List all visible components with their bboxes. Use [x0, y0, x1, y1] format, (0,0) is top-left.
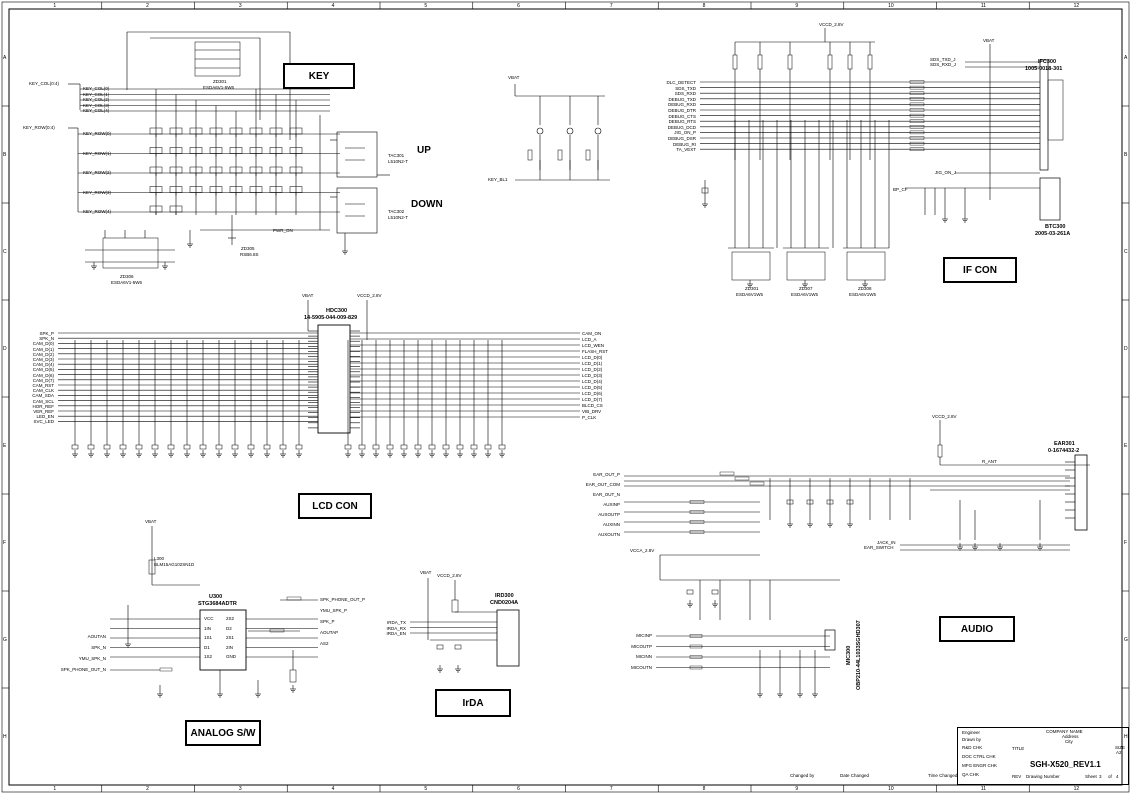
ifc300-ref: IFC300 — [1038, 59, 1057, 65]
grid-column-label: 4 — [331, 3, 335, 9]
lcd-right-net: LCD_D(3) — [582, 373, 603, 378]
grid-column-label: 1 — [53, 3, 57, 9]
if-con-net: TA_VEXT — [676, 147, 696, 153]
lcd-right-net: LCD_D(2) — [582, 367, 603, 372]
net-key-col: KEY_COL(0:4) — [29, 81, 60, 86]
lcd-left-net: CAM_SCL — [32, 398, 54, 404]
lcd-left-net: CAM_D(4) — [32, 362, 54, 368]
grid-column-label: 11 — [980, 786, 987, 792]
sheet-label: Sheet — [1085, 774, 1097, 779]
if-con-net: JIG_ON_P — [674, 130, 696, 136]
drawing-title: SGH-X520_REV1.1 — [1030, 760, 1101, 769]
lcd-right-net: FLASH_RST — [582, 349, 609, 354]
zd307-part: ESDA6V1W5 — [791, 292, 819, 297]
capacitor — [296, 445, 302, 449]
ird300-body — [497, 610, 519, 666]
audio-net: AUXOUTP — [598, 512, 620, 517]
title-block — [957, 727, 1129, 785]
capacitor — [471, 445, 477, 449]
lcd-left-net: CAM_D(6) — [32, 372, 54, 378]
grid-column-label: 12 — [1073, 3, 1080, 9]
lcd-right-net: LCD_D(0) — [582, 355, 603, 360]
section-analog-sw: ANALOG S/W — [185, 720, 261, 746]
capacitor — [373, 445, 379, 449]
company-city: City — [1065, 739, 1073, 744]
zd306-part: ESDA6V1-5W6 — [111, 280, 143, 285]
size-label: SIZE — [1115, 745, 1126, 750]
mic-net: MICINP — [636, 633, 652, 638]
l300-ref: L300 — [154, 556, 165, 561]
inductor — [750, 482, 764, 485]
capacitor — [687, 590, 693, 594]
capacitor — [168, 445, 174, 449]
esd-body — [732, 252, 770, 280]
resistor — [788, 55, 792, 69]
label-up: UP — [417, 145, 431, 156]
resistor — [270, 629, 284, 632]
u300-pin-left: VCC — [204, 616, 214, 621]
mic300-ref: MIC300 — [846, 645, 852, 665]
lcd-left-net: VER_REF — [33, 409, 54, 414]
u300-part: STG3684ADTR — [198, 601, 237, 607]
if-con-net: DEBUG_RI — [672, 141, 696, 147]
capacitor — [401, 445, 407, 449]
grid-row-label: F — [1124, 539, 1128, 546]
lcd-right-net: LCD_D(5) — [582, 385, 603, 390]
net-key-row: KEY_ROW(0:4) — [23, 125, 55, 130]
u300-pin-right: 2IN — [226, 644, 234, 650]
key-row-net: KEY_ROW(4) — [83, 209, 112, 214]
ifc300-body — [1040, 60, 1048, 170]
grid-row-label: G — [3, 636, 7, 643]
capacitor — [136, 445, 142, 449]
zd306-body — [103, 238, 158, 268]
lcd-left-net: CAM_D(0) — [32, 341, 54, 347]
audio-net: AUXINN — [602, 522, 620, 527]
if-con-net: DEBUG_DTR — [668, 108, 696, 113]
net-ear-switch: EAR_SWITCH — [864, 545, 894, 550]
doc-ctrl-chk-label: DOC CTRL CHK — [962, 754, 996, 759]
ifc300-part: 1005-0018-301 — [1025, 66, 1063, 72]
resistor — [868, 55, 872, 69]
vccd-lcd: VCCD_2.8V — [357, 293, 382, 298]
grid-column-label: 1 — [53, 786, 57, 792]
grid-row-label: B — [3, 151, 7, 158]
capacitor — [345, 445, 351, 449]
resistor — [528, 150, 532, 160]
mic300-part: OBP210-44L1033SGHD307 — [856, 620, 862, 690]
grid-row-label: E — [3, 442, 7, 449]
grid-row-label: A — [1124, 54, 1128, 61]
grid-row-label: F — [3, 539, 7, 546]
net-pwr-on: PWR_ON — [273, 228, 293, 233]
capacitor — [200, 445, 206, 449]
lcd-right-net: VIB_DRV — [582, 409, 602, 414]
zd308-ref: ZD308 — [858, 286, 872, 291]
grid-row-label: H — [1124, 733, 1128, 740]
capacitor — [429, 445, 435, 449]
audio-net: EAR_OUT_N — [592, 492, 620, 497]
hdc300-ref: HDC300 — [326, 308, 348, 314]
rd-chk-label: R&D CHK — [962, 745, 983, 750]
capacitor — [485, 445, 491, 449]
analog-left-net: AOUTAN — [87, 634, 106, 639]
if-con-net: DEBUG_RXD — [667, 102, 696, 108]
vccd-audio: VCCD_2.8V — [932, 414, 957, 419]
if-con-net: DEBUG_RTS — [668, 119, 696, 125]
audio-net: AUXOUTN — [597, 532, 620, 537]
label-down: DOWN — [411, 199, 443, 210]
capacitor — [120, 445, 126, 449]
lcd-left-net: SPK_P — [39, 331, 54, 336]
vccd-irda: VCCD_2.8V — [437, 573, 462, 578]
resistor — [758, 55, 762, 69]
zd301-ref: ZD301 — [213, 79, 227, 84]
capacitor — [232, 445, 238, 449]
resistor — [848, 55, 852, 69]
lcd-left-net: CAM_D(7) — [32, 377, 54, 383]
tac301-body — [337, 132, 377, 177]
if-con-top-net: SDS_TXD_J — [930, 57, 956, 62]
vbat-key-bl: VBAT — [508, 75, 520, 80]
capacitor — [264, 445, 270, 449]
resistor — [828, 55, 832, 69]
resistor — [290, 670, 296, 682]
section-irda: IrDA — [435, 689, 511, 717]
grid-row-label: E — [1124, 442, 1128, 449]
zd305-part: RSB6.8S — [240, 252, 259, 257]
resistor — [938, 445, 942, 457]
net-key-bl: KEY_BL1 — [488, 177, 508, 182]
u300-pin-left: D1 — [204, 644, 210, 650]
sheet-number: 3 — [1099, 774, 1102, 779]
analog-left-net: YMU_SPK_N — [78, 656, 106, 661]
drawing-number-label: Drawing Number — [1026, 774, 1060, 779]
if-con-net: DEBUG_DCD — [667, 124, 696, 130]
lcd-right-net: LCD_WEN — [582, 343, 605, 348]
irda-net: IRDA_TX — [386, 620, 406, 625]
revision-row — [786, 771, 957, 783]
section-audio: AUDIO — [939, 616, 1015, 642]
section-key: KEY — [283, 63, 355, 89]
inductor — [720, 472, 734, 475]
grid-row-label: C — [1124, 248, 1128, 255]
grid-column-label: 2 — [146, 3, 149, 9]
zd300-ref: ZD301 — [745, 286, 759, 291]
company-address: Address — [1062, 734, 1079, 739]
tac302-body — [337, 188, 377, 233]
grid-row-label: H — [3, 733, 7, 740]
lcd-left-net: CAM_CLK — [32, 388, 54, 394]
audio-net: AUXINP — [603, 502, 620, 507]
key-row-net: KEY_ROW(1) — [83, 150, 112, 156]
vbat-irda: VBAT — [420, 570, 432, 575]
analog-right-net: SPK_PHONE_OUT_P — [320, 597, 366, 602]
capacitor — [280, 445, 286, 449]
ird300-part: CND0204A — [490, 600, 519, 606]
capacitor — [415, 445, 421, 449]
if-con-net: DLC_DETECT — [666, 80, 696, 85]
led-icon — [595, 128, 601, 134]
audio-net: EAR_OUT_COM — [585, 482, 620, 487]
u300-ref: U300 — [209, 594, 223, 600]
irda-net: IRDA_EN — [386, 631, 406, 636]
grid-row-label: B — [1124, 151, 1128, 158]
zd307-ref: ZD307 — [799, 286, 813, 291]
capacitor — [72, 445, 78, 449]
grid-row-label: D — [3, 345, 7, 352]
mfg-engr-chk-label: MFG ENGR CHK — [962, 763, 998, 768]
lcd-right-net: BLCD_CS — [582, 403, 603, 408]
qa-chk-label: QA CHK — [962, 772, 980, 777]
resistor — [558, 150, 562, 160]
lcd-right-net: CAM_ON — [582, 331, 602, 336]
grid-column-label: 4 — [331, 786, 335, 792]
ird300-ref: IRD300 — [495, 593, 514, 599]
net-r-ant: R_ANT — [982, 459, 997, 464]
zd306-ref: ZD306 — [120, 274, 134, 279]
lcd-right-net: LCD_D(1) — [582, 361, 603, 366]
net-bp-cf: BP_CF — [893, 187, 908, 192]
lcd-left-net: SVC_LED — [33, 419, 54, 425]
capacitor — [387, 445, 393, 449]
led-icon — [537, 128, 543, 134]
btc300-part: 2005-03-261A — [1035, 231, 1071, 237]
engineer-label: Engineer — [962, 730, 981, 735]
lcd-left-net: CAM_SDA — [32, 393, 54, 399]
capacitor — [184, 445, 190, 449]
size-value: A2 — [1116, 750, 1122, 755]
capacitor — [437, 645, 443, 649]
vccd-if: VCCD_2.8V — [819, 22, 844, 27]
ifc300-connector — [1048, 80, 1063, 140]
lcd-right-net: LCD_D(7) — [582, 397, 603, 402]
u300-pin-right: 2S1 — [226, 635, 235, 640]
zd308-part: ESDA6V1W5 — [849, 292, 877, 297]
u300-pin-left: 1IN — [204, 625, 212, 631]
ear301-ref: EAR301 — [1054, 441, 1075, 447]
grid-column-label: 9 — [795, 786, 799, 792]
lcd-left-net: CAM_D(1) — [32, 346, 54, 352]
grid-column-label: 5 — [424, 3, 428, 9]
hdc300-part: 14-5905-044-009-829 — [304, 315, 358, 321]
key-row-net: KEY_ROW(0) — [83, 131, 112, 136]
grid-column-label: 8 — [702, 3, 706, 9]
vcca-audio: VCCA_2.8V — [630, 548, 655, 553]
grid-column-label: 11 — [980, 3, 987, 9]
capacitor — [104, 445, 110, 449]
grid-column-label: 7 — [609, 3, 613, 9]
capacitor — [152, 445, 158, 449]
rev-label: REV — [1012, 774, 1022, 779]
analog-left-net: SPK_N — [91, 645, 106, 650]
grid-column-label: 6 — [517, 786, 520, 792]
key-col-net: KEY_COL(2) — [83, 97, 110, 102]
sheet-total: 4 — [1116, 774, 1119, 779]
resistor — [287, 597, 301, 600]
analog-right-net: AS2 — [320, 641, 329, 646]
analog-right-net: AOUTAP — [320, 630, 339, 635]
lcd-right-net: P_CLK — [582, 415, 597, 420]
title-label: TITLE — [1012, 746, 1025, 751]
irda-net: IRDA_RX — [386, 625, 406, 631]
grid-column-label: 10 — [888, 786, 894, 792]
analog-right-net: SPK_P — [320, 619, 335, 624]
u300-pin-right: GND — [226, 654, 236, 659]
capacitor — [712, 590, 718, 594]
esd-body — [847, 252, 885, 280]
esd-body — [787, 252, 825, 280]
ear301-part: 0-1674432-2 — [1048, 448, 1080, 454]
company-name: COMPANY NAME — [1046, 729, 1083, 734]
of-label: of — [1108, 774, 1112, 779]
analog-left-net: SPK_PHONE_OUT_N — [60, 667, 106, 672]
grid-column-label: 5 — [424, 786, 428, 792]
grid-column-label: 3 — [238, 786, 242, 792]
grid-column-label: 7 — [609, 786, 613, 792]
lcd-left-net: SPK_N — [39, 336, 54, 342]
key-row-net: KEY_ROW(2) — [83, 170, 112, 175]
drawn-by-label: Drawn by — [962, 737, 982, 742]
grid-column-label: 2 — [146, 786, 149, 792]
grid-column-label: 8 — [702, 786, 706, 792]
changed-by-label: Changed by — [790, 773, 815, 778]
capacitor — [499, 445, 505, 449]
grid-row-label: A — [3, 54, 7, 61]
grid-row-label: C — [3, 248, 7, 255]
zd301-part: ESDA6V1-5W6 — [203, 85, 235, 90]
key-col-net: KEY_COL(0) — [83, 86, 110, 91]
btc300-body — [1040, 178, 1060, 220]
resistor — [452, 600, 458, 612]
resistor — [733, 55, 737, 69]
grid-column-label: 12 — [1073, 786, 1080, 792]
lcd-left-net: CAM_RST — [32, 383, 54, 388]
led-icon — [567, 128, 573, 134]
u300-pin-right: 2S2 — [226, 616, 235, 621]
time-changed-label: Time Changed — [928, 773, 958, 778]
key-col-net: KEY_COL(4) — [83, 108, 110, 113]
lcd-left-net: HOR_REF — [32, 403, 54, 409]
section-lcd-con: LCD CON — [298, 493, 372, 519]
lcd-left-net: CAM_D(3) — [32, 357, 54, 362]
resistor — [160, 668, 172, 671]
if-con-top-net: SDS_RXD_J — [930, 62, 957, 67]
inductor — [735, 477, 749, 480]
key-row-net: KEY_ROW(3) — [83, 189, 112, 195]
u300-pin-right: D2 — [226, 625, 232, 631]
grid-column-label: 10 — [888, 3, 894, 9]
section-if-con: IF CON — [943, 257, 1017, 283]
if-con-net: DEBUG_TXD — [668, 96, 696, 102]
net-jig-on-j: JIG_ON_J — [935, 170, 957, 175]
l300-part: BLM15AG102SN1D — [154, 562, 195, 567]
grid-row-label: D — [1124, 345, 1128, 352]
vbat-if: VBAT — [983, 38, 995, 43]
mic-net: MICINN — [636, 654, 652, 659]
capacitor — [455, 645, 461, 649]
ear301-body — [1075, 455, 1087, 530]
btc300-ref: BTC300 — [1045, 224, 1066, 230]
audio-net: EAR_OUT_P — [593, 472, 620, 477]
tac301-part: L510N2-T — [388, 159, 409, 164]
lcd-right-net: LCD_A — [582, 337, 597, 342]
date-changed-label: Date Changed — [840, 773, 870, 778]
vbat-lcd: VBAT — [302, 293, 314, 298]
tac302-part: L510N2-T — [388, 215, 409, 220]
capacitor — [248, 445, 254, 449]
mic-net: MICOUTN — [631, 664, 652, 670]
capacitor — [216, 445, 222, 449]
grid-row-label: G — [1124, 636, 1128, 643]
hdc300-body — [318, 325, 350, 433]
u300-pin-left: 1S2 — [204, 654, 213, 659]
if-con-net: SDS_RXD — [674, 91, 696, 97]
grid-column-label: 3 — [238, 3, 242, 9]
lcd-right-net: LCD_D(4) — [582, 379, 603, 384]
grid-column-label: 9 — [795, 3, 799, 9]
zd305-ref: ZD305 — [241, 246, 255, 251]
if-con-net: SDS_TXD — [675, 85, 696, 91]
capacitor — [457, 445, 463, 449]
resistor — [586, 150, 590, 160]
capacitor — [359, 445, 365, 449]
tac301-ref: TAC301 — [388, 153, 405, 158]
lcd-right-net: LCD_D(6) — [582, 391, 603, 396]
net-jack-in: JACK_IN — [877, 540, 896, 545]
tac302-ref: TAC302 — [388, 209, 405, 214]
capacitor — [443, 445, 449, 449]
lcd-left-net: CAM_D(5) — [32, 367, 54, 373]
analog-right-net: YMU_SPK_P — [320, 608, 348, 613]
lcd-left-net: CAM_D(2) — [32, 351, 54, 357]
grid-column-label: 6 — [517, 3, 520, 9]
vbat-analog: VBAT — [145, 519, 157, 524]
capacitor — [88, 445, 94, 449]
mic-body — [825, 630, 835, 650]
key-col-net: KEY_COL(1) — [83, 91, 110, 97]
mic-net: MICOUTP — [631, 643, 652, 649]
lcd-left-net: LED_EN — [36, 414, 54, 420]
u300-pin-left: 1S1 — [204, 635, 213, 640]
if-con-net: DEBUG_DSR — [667, 136, 696, 141]
zd300-part: ESDA6V1W5 — [736, 292, 764, 297]
if-con-net: DEBUG_CTS — [668, 113, 696, 119]
key-col-net: KEY_COL(3) — [83, 102, 110, 108]
